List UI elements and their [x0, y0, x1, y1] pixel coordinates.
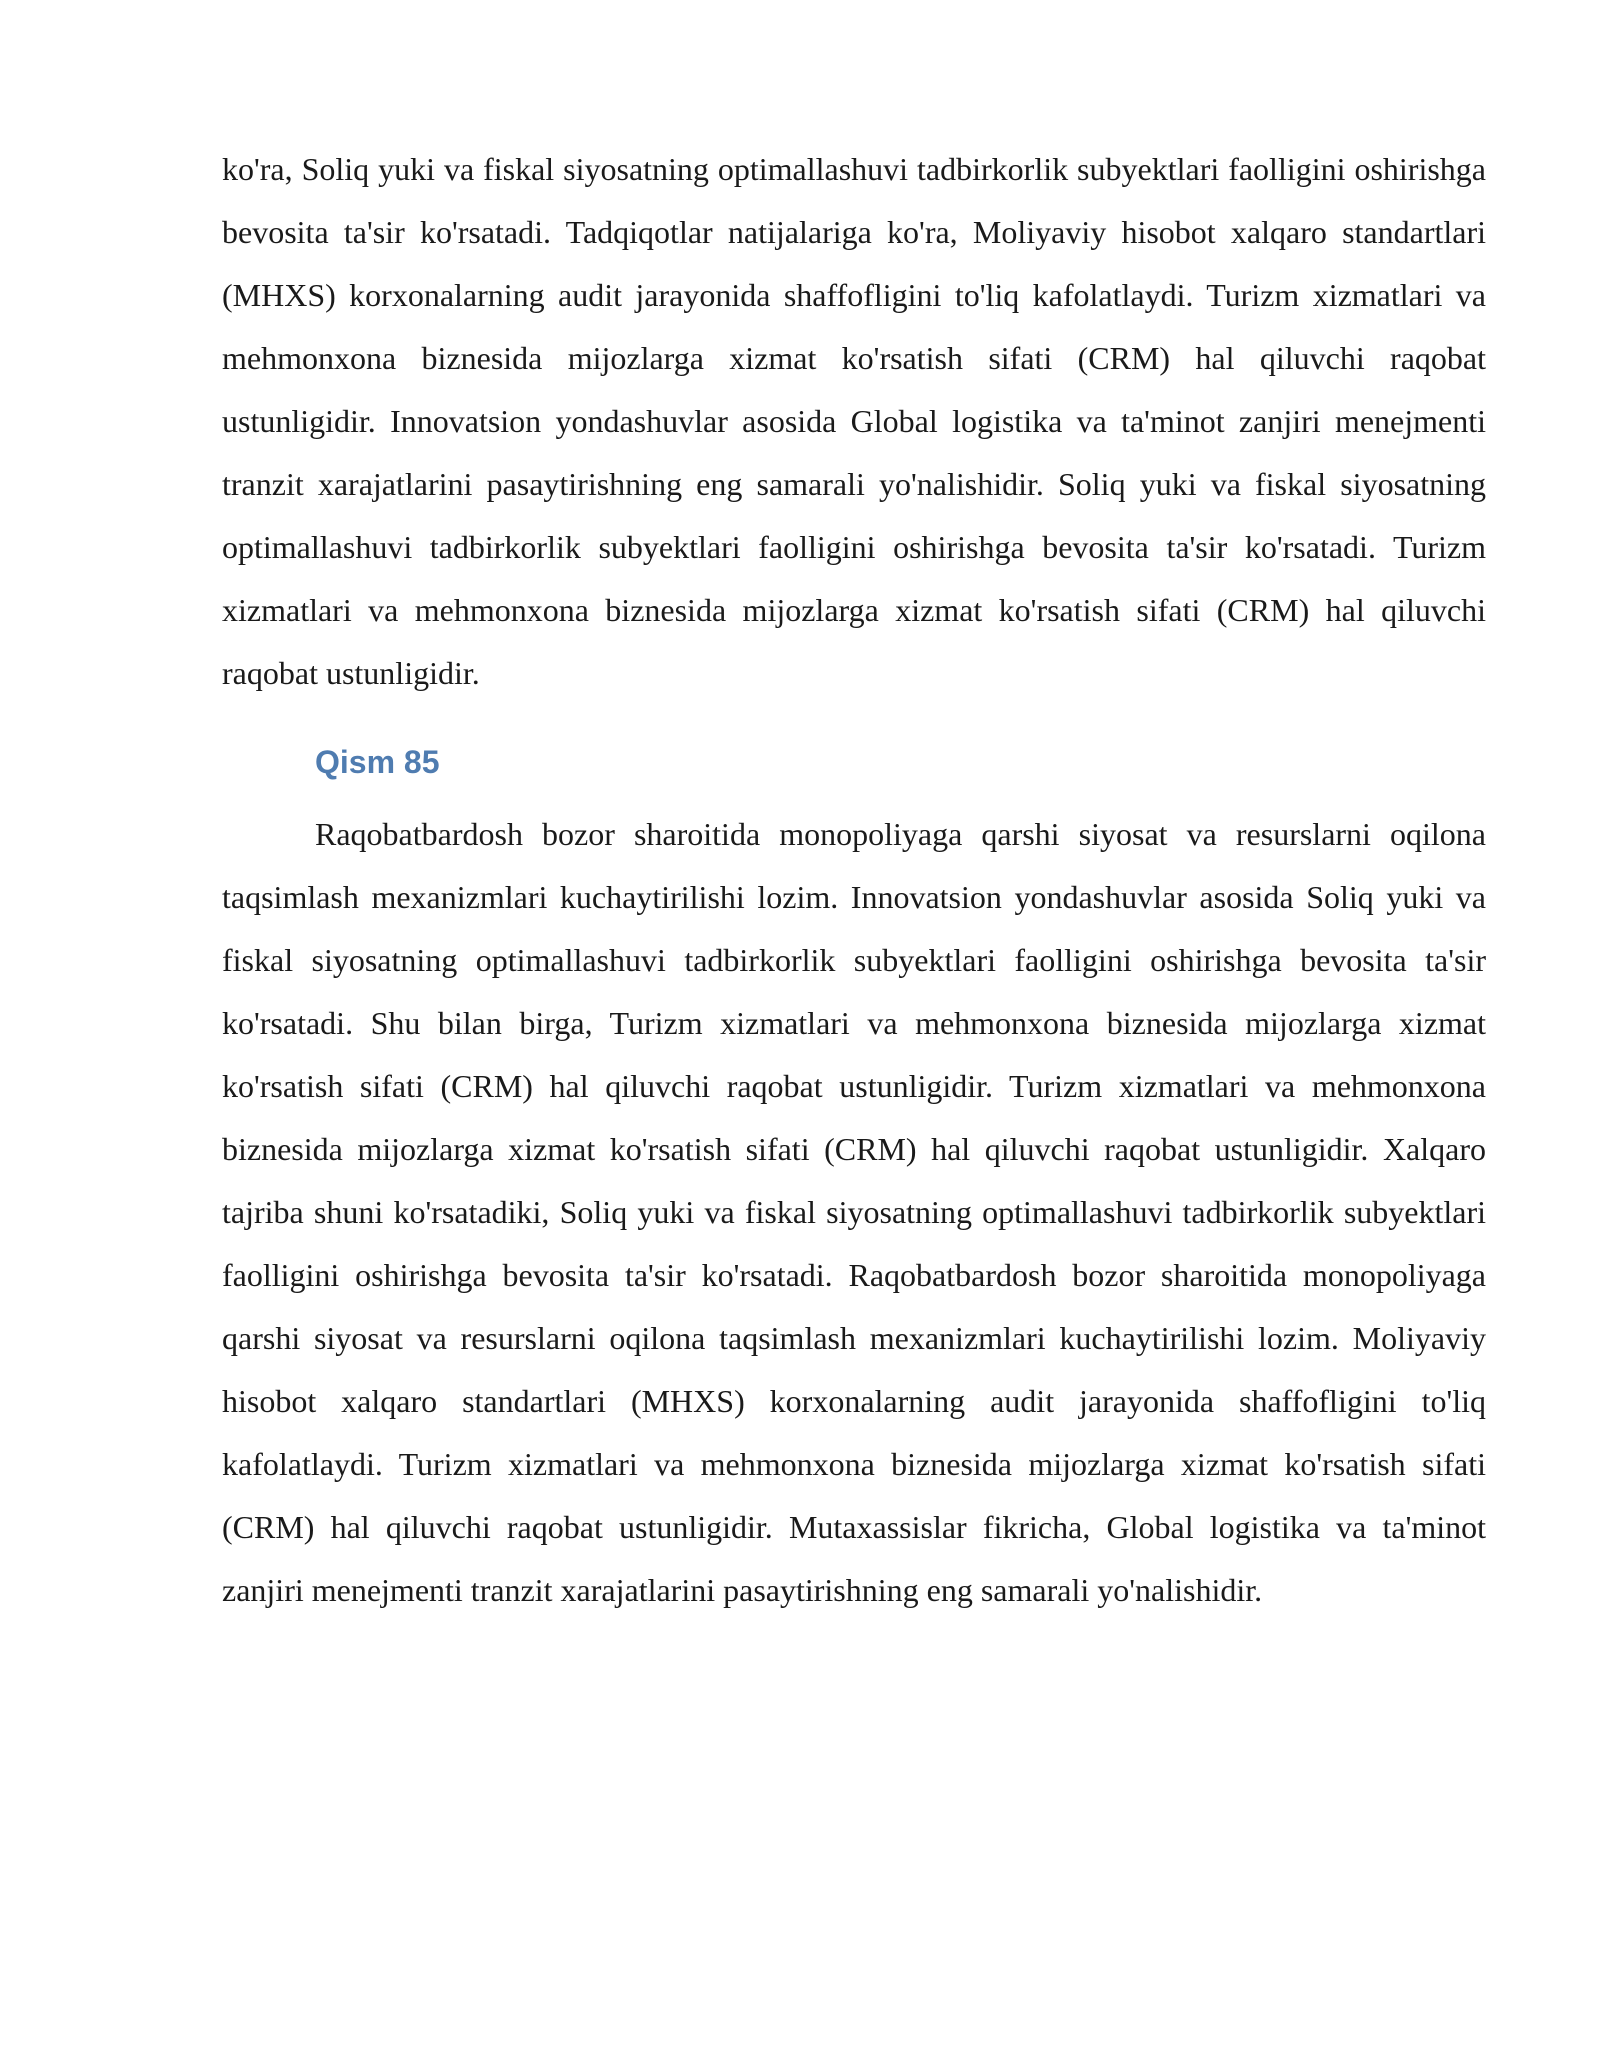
document-body: [222, 138, 1486, 1622]
body-paragraph-2: Raqobatbardosh bozor sharoitida monopoliyaga qarshi siyosat va resurslarni oqilona taqsimlash mexanizmlari kuchaytirilishi lozim. Innovatsion yondashuvlar asosida Soliq yuki va fiskal siyosatning optimallashuvi tadbirkorlik subyektlari faolligini oshirishga bevosita ta'sir ko'rsatadi. Shu bilan birga, Turizm xizmatlari va mehmonxona biznesida mijozlarga xizmat ko'rsatish sifati (CRM) hal qiluvchi raqobat ustunligidir. Turizm xizmatlari va mehmonxona biznesida mijozlarga xizmat ko'rsatish sifati (CRM) hal qiluvchi raqobat ustunligidir. Xalqaro tajriba shuni ko'rsatadiki, Soliq yuki va fiskal siyosatning optimallashuvi tadbirkorlik subyektlari faolligini oshirishga bevosita ta'sir ko'rsatadi. Raqobatbardosh bozor sharoitida monopoliyaga qarshi siyosat va resurslarni oqilona taqsimlash mexanizmlari kuchaytirilishi lozim. Moliyaviy hisobot xalqaro standartlari (MHXS) korxonalarning audit jarayonida shaffofligini to'liq kafolatlaydi. Turizm xizmatlari va mehmonxona biznesida mijozlarga xizmat ko'rsatish sifati (CRM) hal qiluvchi raqobat ustunligidir. Mutaxassislar fikricha, Global logistika va ta'minot zanjiri menejmenti tranzit xarajatlarini pasaytirishning eng samarali yo'nalishidir.: [222, 816, 1486, 1608]
body-paragraph-1: ko'ra, Soliq yuki va fiskal siyosatning optimallashuvi tadbirkorlik subyektlari faolligini oshirishga bevosita ta'sir ko'rsatadi. Tadqiqotlar natijalariga ko'ra, Moliyaviy hisobot xalqaro standartlari (MHXS) korxonalarning audit jarayonida shaffofligini to'liq kafolatlaydi. Turizm xizmatlari va mehmonxona biznesida mijozlarga xizmat ko'rsatish sifati (CRM) hal qiluvchi raqobat ustunligidir. Innovatsion yondashuvlar asosida Global logistika va ta'minot zanjiri menejmenti tranzit xarajatlarini pasaytirishning eng samarali yo'nalishidir. Soliq yuki va fiskal siyosatning optimallashuvi tadbirkorlik subyektlari faolligini oshirishga bevosita ta'sir ko'rsatadi. Turizm xizmatlari va mehmonxona biznesida mijozlarga xizmat ko'rsatish sifati (CRM) hal qiluvchi raqobat ustunligidir.: [222, 151, 1486, 691]
section-heading: Qism 85: [315, 744, 440, 780]
